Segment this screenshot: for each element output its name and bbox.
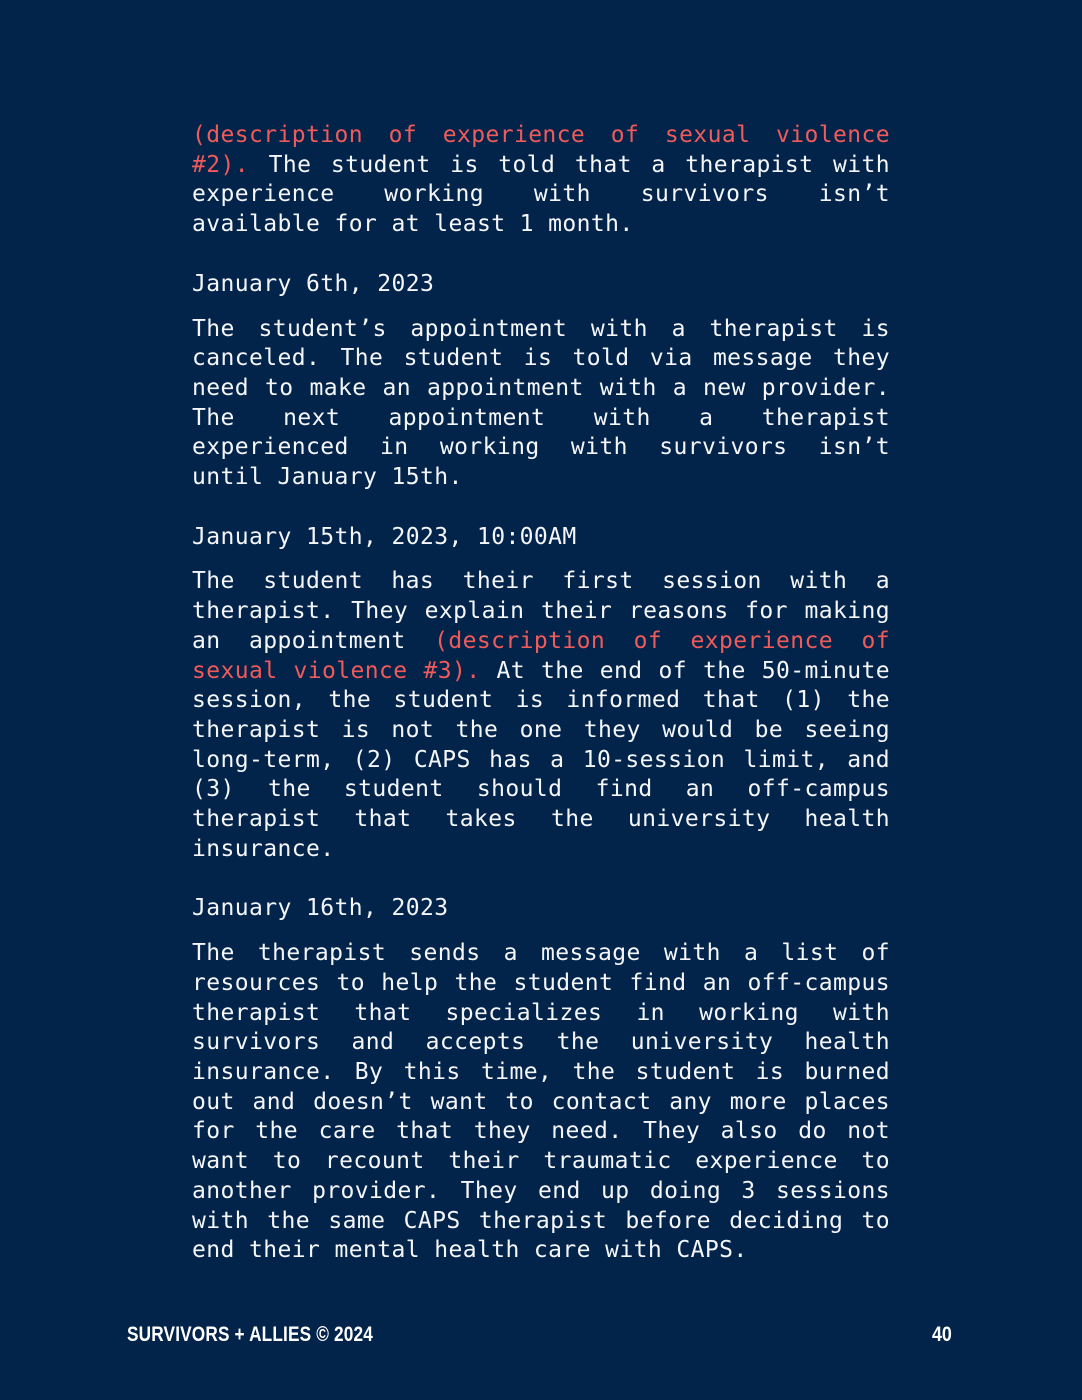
page-number: 40 — [932, 1323, 952, 1346]
entry-text: The student has their first session with a therapist. They explain their reasons for making an appointment — [192, 568, 890, 654]
entry-paragraph — [192, 315, 890, 493]
entry-text: The student’s appointment with a therapist is canceled. The student is told via message they need to make an appointment with a new provider. The next appointment with a therapist experienced in working with survivors isn’t until January 15th. — [192, 315, 890, 491]
violence-description-placeholder: (description of experience of sexual violence #3). — [192, 627, 890, 684]
entry-date: January 15th, 2023, 10:00AM — [192, 523, 577, 550]
entry-paragraph — [192, 121, 890, 240]
entry-paragraph — [192, 939, 890, 1266]
footer-copyright: SURVIVORS + ALLIES © 2024 — [127, 1323, 373, 1346]
entry-paragraph — [192, 567, 890, 864]
entry-text: At the end of the 50-minute session, the student is informed that (1) the therapist is not the one they would be seeing long-term, (2) CAPS has a 10-session limit, and (3) the student should find an off-campus therapist that takes the university health insurance. — [192, 657, 890, 862]
entry-text: The student is told that a therapist with experience working with survivors isn’t available for at least 1 month. — [192, 151, 890, 238]
entry-date: January 16th, 2023 — [192, 895, 449, 922]
entry-text: The therapist sends a message with a list of resources to help the student find an off-campus therapist that specializes in working with survivors and accepts the university health insurance. By this time, the student is burned out and doesn’t want to contact any more places for the care that they need. They also do not want to recount their traumatic experience to another provider. They end up doing 3 sessions with the same CAPS therapist before deciding to end their mental health care with CAPS. — [192, 940, 890, 1264]
page-content — [192, 121, 890, 1266]
entry-date: January 6th, 2023 — [192, 270, 435, 297]
violence-description-placeholder: (description of experience of sexual violence #2). — [192, 122, 890, 178]
